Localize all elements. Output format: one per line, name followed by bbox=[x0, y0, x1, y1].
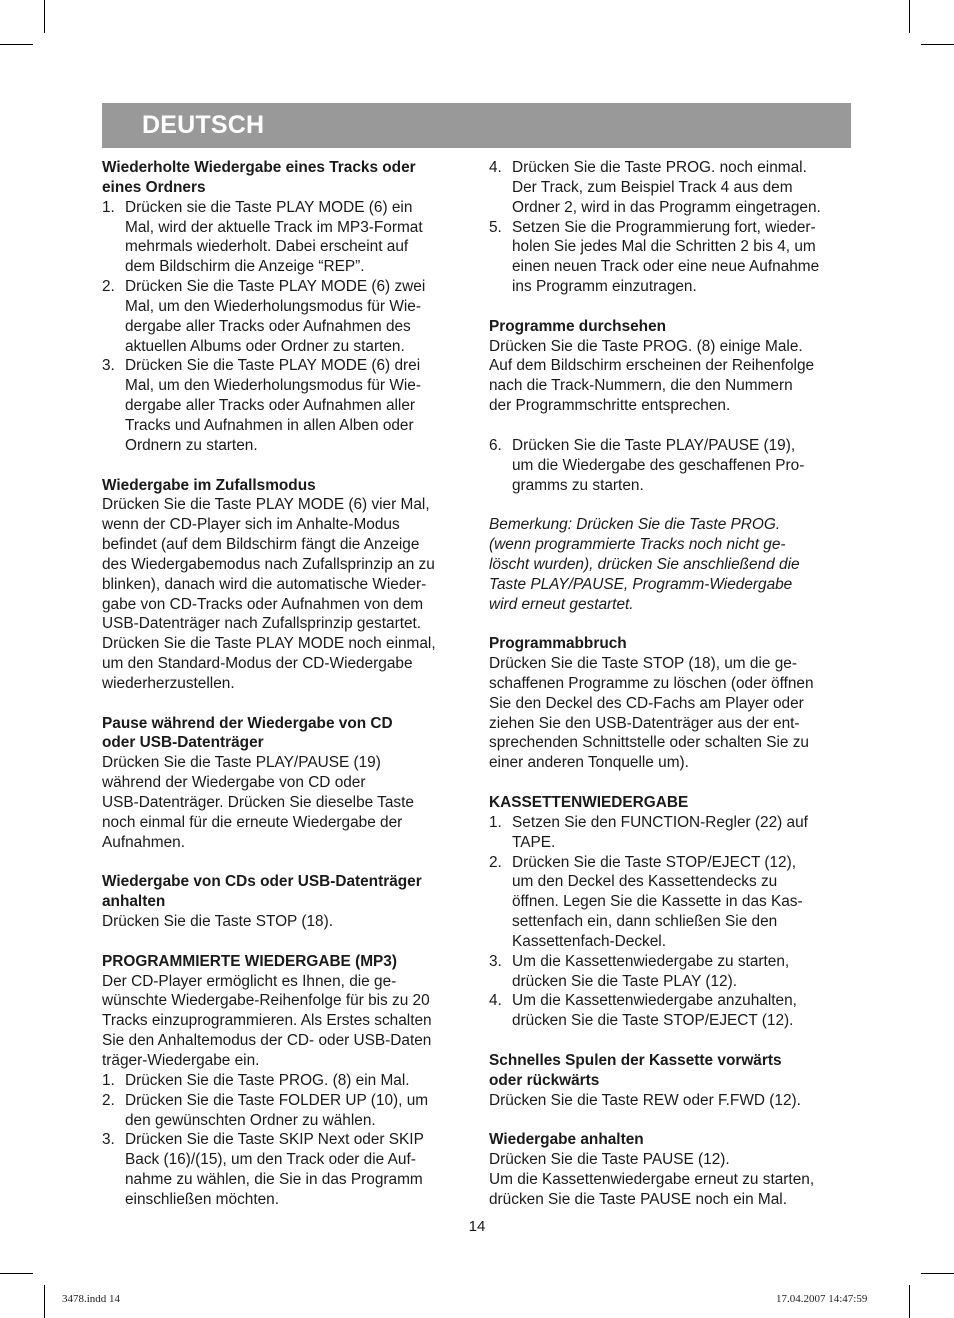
text-line: Bemerkung: Drücken Sie die Taste PROG. bbox=[489, 516, 781, 534]
text-line: den gewünschten Ordner zu wählen. bbox=[125, 1111, 376, 1129]
paragraph bbox=[102, 753, 467, 852]
list-item bbox=[102, 277, 467, 356]
section-heading: Wiedergabe anhalten bbox=[489, 1131, 644, 1149]
text-line: Drücken Sie die Taste PAUSE (12). bbox=[489, 1151, 730, 1169]
text-line: (wenn programmierte Tracks noch nicht ge- bbox=[489, 536, 786, 554]
text-line: mehrmals wiederholt. Dabei erscheint auf bbox=[125, 238, 409, 256]
text-line: einer anderen Tonquelle um). bbox=[489, 754, 689, 772]
list-item bbox=[489, 813, 854, 853]
list-item-number: 4. bbox=[489, 159, 502, 176]
text-line: der Programmschritte entsprechen. bbox=[489, 397, 731, 415]
text-line: drücken Sie die Taste STOP/EJECT (12). bbox=[512, 1012, 794, 1030]
list-item-number: 3. bbox=[102, 1131, 115, 1149]
text-line: um den Deckel des Kassettendecks zu bbox=[512, 873, 778, 891]
text-line: um den Standard-Modus der CD-Wiedergabe bbox=[102, 655, 413, 673]
text-line: ziehen Sie den USB-Datenträger aus der ent- bbox=[489, 714, 800, 732]
text-line: Tracks und Aufnahmen in allen Alben oder bbox=[125, 416, 414, 434]
text-line: wiederherzustellen. bbox=[102, 674, 235, 692]
paragraph bbox=[489, 1150, 854, 1210]
list-item-number: 1. bbox=[489, 813, 502, 831]
section-heading: eines Ordners bbox=[102, 178, 206, 196]
list-item bbox=[102, 1130, 467, 1209]
text-line: Drücken Sie die Taste PROG. (8) ein Mal. bbox=[125, 1071, 410, 1089]
numbered-list bbox=[489, 813, 854, 1031]
language-title: DEUTSCH bbox=[142, 111, 265, 139]
list-item-number: 1. bbox=[102, 198, 115, 216]
text-line: Aufnahmen. bbox=[102, 833, 185, 851]
text-line: Drücken Sie die Taste PROG. noch einmal. bbox=[512, 159, 807, 176]
section-heading: anhalten bbox=[102, 893, 166, 911]
section-heading: Programmabbruch bbox=[489, 635, 627, 653]
list-item-number: 6. bbox=[489, 436, 502, 454]
text-line: Drücken Sie die Taste SKIP Next oder SKIP bbox=[125, 1131, 424, 1149]
print-slug-file: 3478.indd 14 bbox=[62, 1293, 121, 1305]
text-line: befindet (auf dem Bildschirm fängt die Anzeige bbox=[102, 536, 420, 554]
print-slug-date: 17.04.2007 14:47:59 bbox=[776, 1293, 868, 1305]
text-line: Sie den Anhaltemodus der CD- oder USB-Daten bbox=[102, 1032, 432, 1050]
paragraph bbox=[489, 1091, 854, 1111]
crop-mark bbox=[0, 44, 33, 45]
text-line: Ordner 2, wird in das Programm eingetragen. bbox=[512, 198, 821, 216]
text-line: Ordnern zu starten. bbox=[125, 436, 258, 454]
list-item bbox=[102, 198, 467, 277]
text-line: Drücken Sie die Taste STOP/EJECT (12), bbox=[512, 853, 796, 871]
text-line: Taste PLAY/PAUSE, Programm-Wiedergabe bbox=[489, 575, 793, 593]
text-line: Setzen Sie die Programmierung fort, wieder- bbox=[512, 218, 816, 236]
left-column bbox=[102, 158, 467, 1210]
text-line: Mal, um den Wiederholungsmodus für Wie- bbox=[125, 377, 421, 395]
numbered-list bbox=[102, 198, 467, 456]
text-line: Drücken Sie die Taste PLAY/PAUSE (19), bbox=[512, 436, 796, 454]
text-line: Back (16)/(15), um den Track oder die Auf- bbox=[125, 1151, 416, 1169]
text-line: Der Track, zum Beispiel Track 4 aus dem bbox=[512, 178, 793, 196]
page-number: 14 bbox=[468, 1218, 486, 1235]
section-heading: Schnelles Spulen der Kassette vorwärts bbox=[489, 1051, 782, 1069]
text-line: dergabe aller Tracks oder Aufnahmen aller bbox=[125, 397, 416, 415]
numbered-list bbox=[489, 158, 854, 297]
text-line: Tracks einzuprogrammieren. Als Erstes schalten bbox=[102, 1012, 432, 1030]
text-line: Sie den Deckel des CD-Fachs am Player oder bbox=[489, 694, 804, 712]
text-line: Um die Kassettenwiedergabe erneut zu starten, bbox=[489, 1171, 815, 1189]
text-line: drücken Sie die Taste PAUSE noch ein Mal. bbox=[489, 1190, 787, 1208]
text-line: gramms zu starten. bbox=[512, 476, 644, 494]
text-line: Um die Kassettenwiedergabe zu starten, bbox=[512, 952, 790, 970]
text-line: Drücken Sie die Taste FOLDER UP (10), um bbox=[125, 1091, 429, 1109]
text-line: dergabe aller Tracks oder Aufnahmen des bbox=[125, 317, 411, 335]
numbered-list bbox=[102, 1071, 467, 1210]
list-item bbox=[489, 158, 854, 218]
text-line: dem Bildschirm die Anzeige “REP”. bbox=[125, 258, 365, 276]
text-line: Um die Kassettenwiedergabe anzuhalten, bbox=[512, 992, 797, 1010]
crop-mark bbox=[0, 1273, 33, 1274]
text-line: einen neuen Track oder eine neue Aufnahme bbox=[512, 258, 820, 276]
text-line: um die Wiedergabe des geschaffenen Pro- bbox=[512, 456, 805, 474]
numbered-list bbox=[489, 436, 854, 496]
list-item-number: 2. bbox=[102, 1091, 115, 1109]
text-line: Drücken Sie die Taste REW oder F.FWD (12). bbox=[489, 1091, 801, 1109]
text-line: Drücken Sie die Taste STOP (18). bbox=[102, 913, 333, 931]
crop-mark bbox=[44, 1285, 45, 1318]
text-line: Auf dem Bildschirm erscheinen der Reihenfolge bbox=[489, 357, 815, 375]
list-item-number: 4. bbox=[489, 992, 502, 1010]
paragraph bbox=[102, 495, 467, 693]
text-line: Mal, wird der aktuelle Track im MP3-Format bbox=[125, 218, 423, 236]
paragraph bbox=[489, 337, 854, 416]
list-item bbox=[489, 991, 854, 1031]
crop-mark bbox=[909, 0, 910, 33]
text-line: einschließen möchten. bbox=[125, 1190, 279, 1208]
text-line: träger-Wiedergabe ein. bbox=[102, 1051, 260, 1069]
paragraph bbox=[102, 972, 467, 1071]
list-item bbox=[489, 853, 854, 952]
section-heading: Wiedergabe im Zufallsmodus bbox=[102, 476, 316, 494]
text-line: Drücken Sie die Taste PLAY MODE (6) drei bbox=[125, 357, 421, 375]
text-line: nahme zu wählen, die Sie in das Programm bbox=[125, 1171, 423, 1189]
text-line: blinken), danach wird die automatische Wieder- bbox=[102, 575, 427, 593]
list-item-number: 2. bbox=[489, 853, 502, 871]
text-line: Der CD-Player ermöglicht es Ihnen, die ge- bbox=[102, 972, 397, 990]
language-header-bar bbox=[102, 103, 851, 148]
section-heading: oder USB-Datenträger bbox=[102, 734, 264, 752]
text-line: Drücken Sie die Taste STOP (18), um die ge- bbox=[489, 655, 797, 673]
text-line: noch einmal für die erneute Wiedergabe der bbox=[102, 813, 403, 831]
list-item-number: 3. bbox=[102, 357, 115, 375]
section-heading: Wiederholte Wiedergabe eines Tracks oder bbox=[102, 159, 416, 176]
text-line: wünschte Wiedergabe-Reihenfolge für bis zu 20 bbox=[102, 992, 430, 1010]
text-line: schaffenen Programme zu löschen (oder öffnen bbox=[489, 674, 814, 692]
crop-mark bbox=[44, 0, 45, 33]
text-line: Drücken Sie die Taste PLAY/PAUSE (19) bbox=[102, 754, 381, 772]
crop-mark bbox=[921, 1273, 954, 1274]
text-line: USB-Datenträger nach Zufallsprinzip gestartet. bbox=[102, 615, 422, 633]
text-line: Setzen Sie den FUNCTION-Regler (22) auf bbox=[512, 813, 808, 831]
text-line: während der Wiedergabe von CD oder bbox=[102, 774, 366, 792]
list-item-number: 3. bbox=[489, 952, 502, 970]
text-line: USB-Datenträger. Drücken Sie dieselbe Taste bbox=[102, 794, 414, 811]
note-paragraph bbox=[489, 515, 854, 614]
list-item bbox=[489, 436, 854, 496]
section-heading: PROGRAMMIERTE WIEDERGABE (MP3) bbox=[102, 952, 397, 970]
section-heading: Pause während der Wiedergabe von CD bbox=[102, 714, 393, 732]
list-item-number: 5. bbox=[489, 218, 502, 236]
text-line: öffnen. Legen Sie die Kassette in das Kas- bbox=[512, 893, 803, 911]
crop-mark bbox=[909, 1285, 910, 1318]
section-heading: oder rückwärts bbox=[489, 1071, 600, 1089]
text-line: Drücken Sie die Taste PLAY MODE (6) vier Mal, bbox=[102, 496, 430, 514]
text-line: nach die Track-Nummern, die den Nummern bbox=[489, 377, 793, 395]
section-heading: KASSETTENWIEDERGABE bbox=[489, 794, 689, 811]
list-item bbox=[102, 356, 467, 455]
text-line: Kassettenfach-Deckel. bbox=[512, 932, 666, 950]
text-line: holen Sie jedes Mal die Schritten 2 bis 4, um bbox=[512, 238, 816, 256]
list-item-number: 2. bbox=[102, 278, 115, 296]
right-column bbox=[489, 158, 854, 1210]
text-line: drücken Sie die Taste PLAY (12). bbox=[512, 972, 738, 990]
list-item bbox=[489, 218, 854, 297]
paragraph bbox=[489, 654, 854, 773]
section-heading: Programme durchsehen bbox=[489, 317, 667, 335]
text-line: wenn der CD-Player sich im Anhalte-Modus bbox=[102, 516, 400, 534]
list-item bbox=[489, 952, 854, 992]
text-line: aktuellen Albums oder Ordner zu starten. bbox=[125, 337, 405, 355]
text-line: wird erneut gestartet. bbox=[489, 595, 634, 613]
text-line: ins Programm einzutragen. bbox=[512, 278, 697, 296]
text-line: sprechenden Schnittstelle oder schalten Sie zu bbox=[489, 734, 809, 752]
text-line: des Wiedergabemodus nach Zufallsprinzip an zu bbox=[102, 555, 435, 573]
text-line: gabe von CD-Tracks oder Aufnahmen von dem bbox=[102, 595, 424, 613]
crop-mark bbox=[921, 44, 954, 45]
text-line: TAPE. bbox=[512, 833, 556, 851]
text-line: löscht wurden), drücken Sie anschließend die bbox=[489, 555, 800, 573]
text-line: Drücken Sie die Taste PROG. (8) einige Male. bbox=[489, 337, 803, 355]
list-item bbox=[102, 1071, 467, 1091]
section-heading: Wiedergabe von CDs oder USB-Datenträger bbox=[102, 873, 422, 891]
text-line: settenfach ein, dann schließen Sie den bbox=[512, 913, 778, 931]
list-item bbox=[102, 1091, 467, 1131]
list-item-number: 1. bbox=[102, 1071, 115, 1089]
text-line: Drücken Sie die Taste PLAY MODE noch einmal, bbox=[102, 635, 436, 653]
text-line: Mal, um den Wiederholungsmodus für Wie- bbox=[125, 297, 421, 315]
text-line: Drücken sie die Taste PLAY MODE (6) ein bbox=[125, 198, 413, 216]
text-line: Drücken Sie die Taste PLAY MODE (6) zwei bbox=[125, 278, 426, 296]
paragraph bbox=[102, 912, 467, 932]
